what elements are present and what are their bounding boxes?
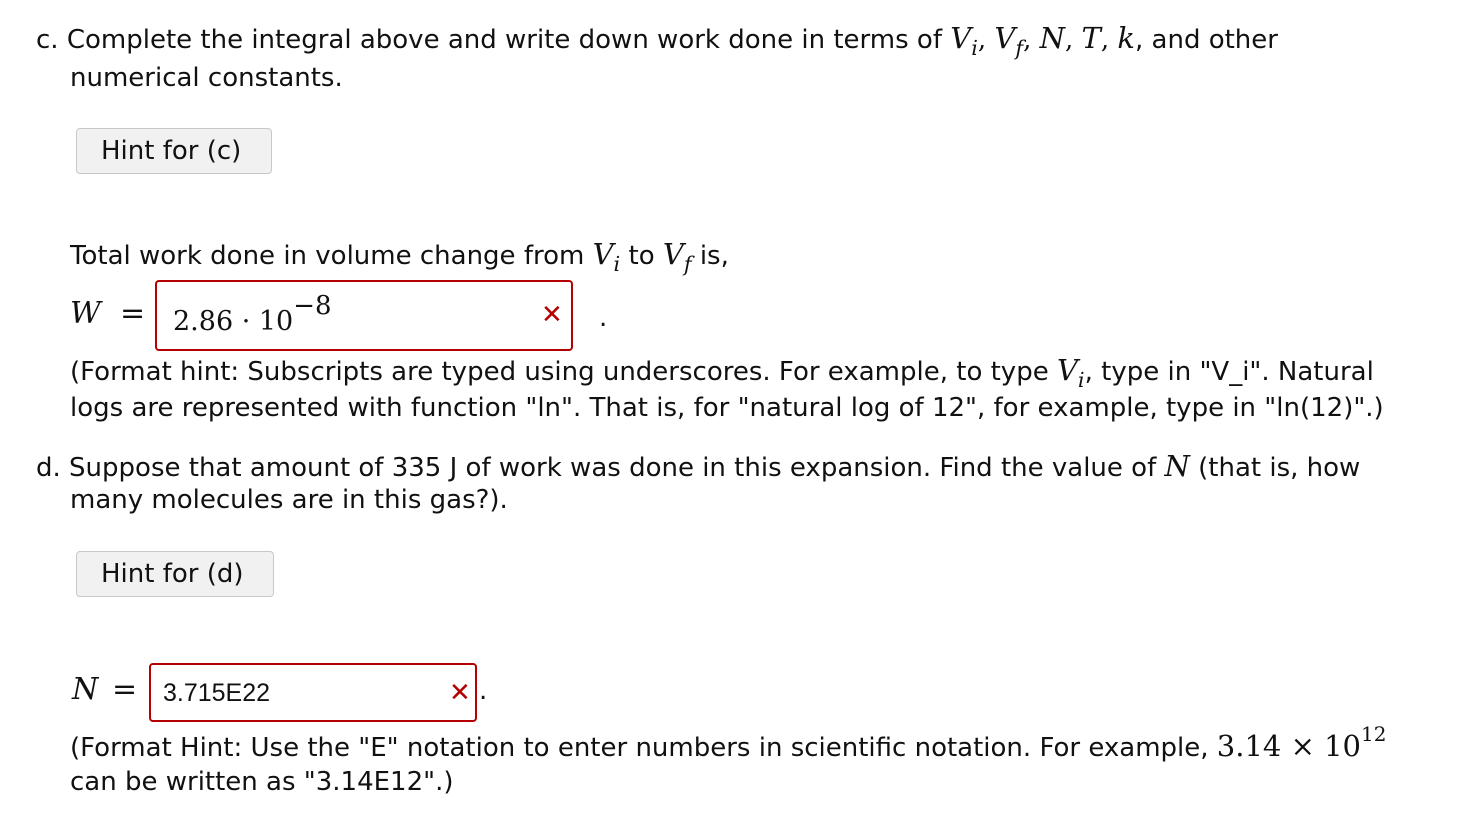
incorrect-icon: ✕ [449, 678, 471, 708]
n-answer-input[interactable] [149, 663, 477, 722]
var-vf: $V_f$ [994, 21, 1024, 60]
incorrect-icon: ✕ [541, 300, 563, 330]
work-prompt: Total work done in volume change from $V_i$ to $V_f$ is, [70, 237, 729, 276]
hint-c-button[interactable]: Hint for (c) [76, 128, 272, 174]
part-c-question-text: Complete the integral above and write down work done in terms of [66, 25, 942, 55]
var-vi: $V_i$ [950, 21, 978, 60]
var-vi: $V_i$ [592, 237, 621, 276]
n-equals: = [112, 672, 138, 707]
var-k: k [1117, 21, 1135, 55]
n-answer-value: 3.715E22 [163, 679, 271, 707]
format-hint-c: (Format hint: Subscripts are typed using underscores. For example, to type $V_i$, type in "V_i". Natural logs are represented with function "ln". That is, for "natural log of 12", for example, type in "ln(12)".) [70, 353, 1384, 423]
w-answer-input[interactable] [155, 280, 573, 351]
part-d-question-line2: many molecules are in this gas?). [70, 485, 508, 515]
part-c-question-tail: , and other [1135, 25, 1278, 55]
part-d-label: d. [36, 453, 61, 483]
format-hint-d: (Format Hint: Use the "E" notation to enter numbers in scientific notation. For example, $3.14 \times 10^{12}$ can be written as "3.14E12".) [70, 722, 1387, 797]
w-answer-value: $2.86 \cdot 10^{-8}$ [173, 291, 332, 337]
example-number: $3.14 \times 10^{12}$ [1216, 722, 1387, 763]
var-n: N [1164, 449, 1190, 483]
var-vi: $V_i$ [1056, 353, 1085, 392]
part-c-label: c. [36, 25, 59, 55]
n-variable: N [72, 672, 99, 707]
part-c-question: c. Complete the integral above and write down work done in terms of $V_i$, $V_f$, N, T, k, and other [36, 21, 1278, 60]
hint-d-button[interactable]: Hint for (d) [76, 551, 274, 597]
w-end-period: . [599, 303, 608, 333]
var-t: T [1081, 21, 1101, 55]
n-end-period: . [479, 676, 488, 706]
part-c-question-line2: numerical constants. [70, 63, 343, 93]
w-variable: W [70, 296, 101, 331]
var-n: N [1039, 21, 1066, 55]
part-d-question: d. Suppose that amount of 335 J of work was done in this expansion. Find the value of N (that is, how [36, 449, 1361, 483]
w-equals: = [120, 296, 146, 331]
var-vf: $V_f$ [662, 237, 692, 276]
